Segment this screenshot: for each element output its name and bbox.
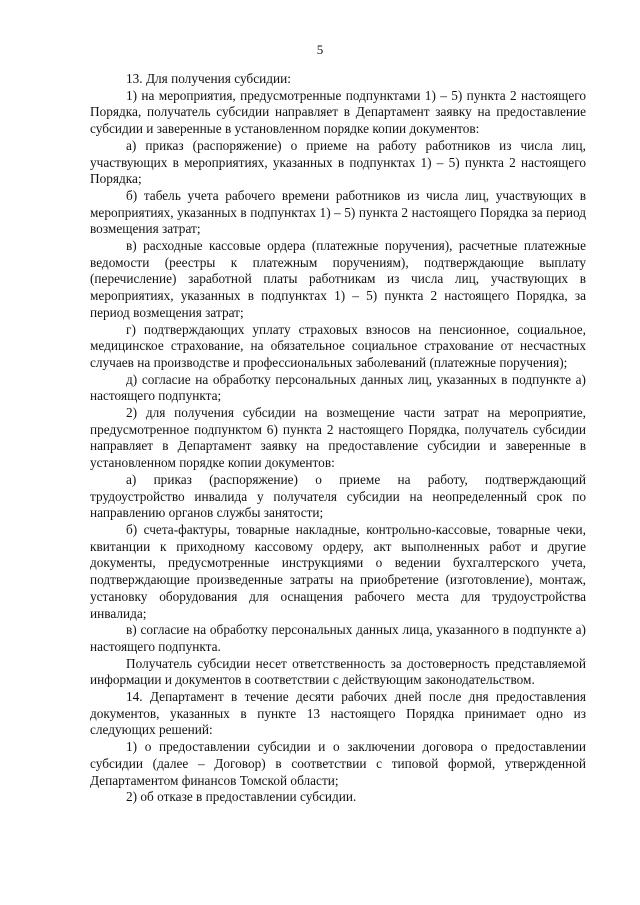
document-body: [90, 71, 586, 806]
paragraph-13-heading: 13. Для получения субсидии:: [126, 71, 291, 86]
paragraph-responsibility: Получатель субсидии несет ответственность за достоверность представляемой информации и документов в соответствии с действующим законодательством.: [90, 655, 586, 688]
paragraph-13-2: 2) для получения субсидии на возмещение части затрат на мероприятие, предусмотренное подпунктом 6) пункта 2 настоящего Порядка, получатель субсидии направляет в Департамент заявку на предоставление субсидии и заверенные в установленном порядке копии документов:: [90, 405, 586, 471]
paragraph-13-2-v: в) согласие на обработку персональных данных лица, указанного в подпункте а) настоящего подпункта.: [90, 622, 586, 654]
paragraph-13-1: 1) на мероприятия, предусмотренные подпунктами 1) – 5) пункта 2 настоящего Порядка, получатель субсидии направляет в Департамент заявку на предоставление субсидии и заверенные в установленном порядке копии документов:: [90, 87, 586, 137]
paragraph-13-1-b: б) табель учета рабочего времени работников из числа лиц, участвующих в мероприятиях, указанных в подпунктах 1) – 5) пункта 2 настоящего Порядка за период возмещения затрат;: [90, 187, 586, 237]
paragraph-13-1-g: г) подтверждающих уплату страховых взносов на пенсионное, социальное, медицинское страхование, на обязательное социальное страхование от несчастных случаев на производстве и профессиональных заболеваний (платежные поручения);: [90, 321, 586, 370]
paragraph-13-2-b: б) счета-фактуры, товарные накладные, контрольно-кассовые, товарные чеки, квитанции к приходному кассовому ордеру, акт выполненных работ и другие документы, предусмотренные инструкциями о ведении бухгалтерского учета, подтверждающие произведенные затраты на приобретение (изготовление), монтаж, установку оборудования для оснащения рабочего места для трудоустройства инвалида;: [90, 521, 586, 621]
page-number: 5: [316, 42, 324, 57]
paragraph-14-1: 1) о предоставлении субсидии и о заключении договора о предоставлении субсидии (далее – Договор) в соответствии с типовой формой, утвержденной Департаментом финансов Томской области;: [90, 739, 586, 788]
paragraph-13-2-a: а) приказ (распоряжение) о приеме на работу, подтверждающий трудоустройство инвалида у получателя субсидии на неопределенный срок по направлению органов службы занятости;: [90, 471, 586, 521]
paragraph-13-1-v: в) расходные кассовые ордера (платежные поручения), расчетные платежные ведомости (реестры к платежным поручениям), подтверждающие выплату (перечисление) заработной платы работникам из числа лиц, участвующих в мероприятиях, указанных в подпунктах 1) – 5) пункта 2 настоящего Порядка, за период возмещения затрат;: [90, 238, 586, 320]
paragraph-14: 14. Департамент в течение десяти рабочих дней после дня предоставления документов, указанных в пункте 13 настоящего Порядка принимает одно из следующих решений:: [90, 689, 586, 738]
paragraph-13-1-d: д) согласие на обработку персональных данных лиц, указанных в подпункте а) настоящего подпункта;: [90, 371, 586, 404]
paragraph-14-2: 2) об отказе в предоставлении субсидии.: [126, 789, 357, 805]
paragraph-13-1-a: а) приказ (распоряжение) о приеме на работу работников из числа лиц, участвующих в мероприятиях, указанных в подпунктах 1) – 5) пункта 2 настоящего Порядка;: [90, 137, 586, 187]
